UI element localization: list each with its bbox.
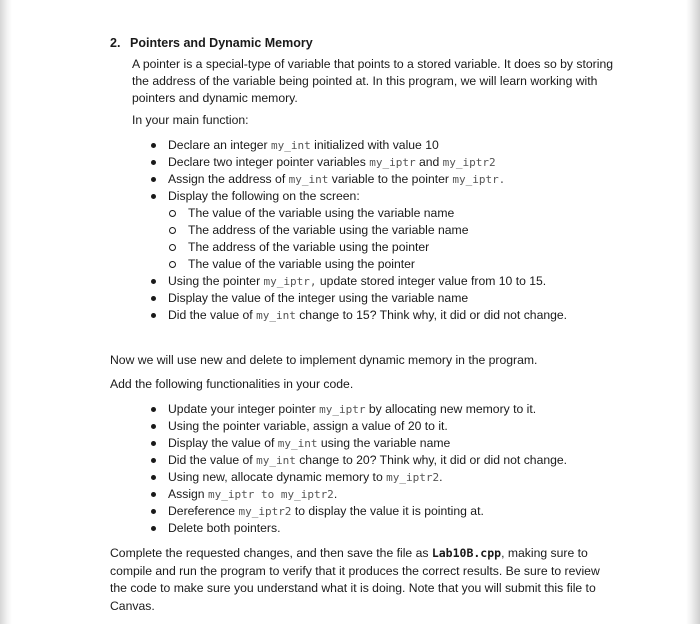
list-item: Update your integer pointer my_iptr by allocating new memory to it. [148, 401, 567, 418]
bullet-icon [151, 509, 156, 514]
section-title: Pointers and Dynamic Memory [130, 36, 313, 50]
intro-line: A pointer is a special-type of variable that points to a stored variable. It does so by storing [132, 57, 613, 71]
bullet-icon [151, 194, 156, 199]
dynamic-memory-intro: Now we will use new and delete to implement dynamic memory in the program. [110, 353, 538, 367]
bullet-icon [151, 475, 156, 480]
bullet-icon [151, 160, 156, 165]
list-item: Display the value of my_int using the variable name [148, 435, 567, 452]
list-item: Declare an integer my_int initialized with value 10 [148, 137, 567, 154]
list-item: Assign my_iptr to my_iptr2. [148, 486, 567, 503]
file-name: Lab10B.cpp [431, 546, 502, 560]
bullet-icon [151, 296, 156, 301]
dynamic-memory-label: Add the following functionalities in your code. [110, 377, 354, 391]
intro-paragraph [132, 56, 632, 107]
bullet-icon [151, 407, 156, 412]
list-item: Did the value of my_int change to 15? Think why, it did or did not change. [148, 307, 567, 324]
main-task-list [148, 137, 567, 324]
sub-list-item: The address of the variable using the pointer [148, 239, 567, 256]
list-item: Delete both pointers. [148, 520, 567, 537]
bullet-icon [151, 492, 156, 497]
intro-line: pointers and dynamic memory. [132, 91, 298, 105]
bullet-icon [151, 424, 156, 429]
hollow-bullet-icon [169, 227, 176, 234]
main-function-label: In your main function: [132, 113, 249, 127]
list-item: Display the value of the integer using the variable name [148, 290, 567, 307]
closing-line: Canvas. [110, 598, 155, 613]
sub-list-item: The address of the variable using the variable name [148, 222, 567, 239]
closing-line: Complete the requested changes, and then save the file as Lab10B.cpp, making sure to [110, 546, 588, 560]
hollow-bullet-icon [169, 210, 176, 217]
hollow-bullet-icon [169, 244, 176, 251]
sub-list-container [148, 205, 567, 273]
list-item: Using new, allocate dynamic memory to my_iptr2. [148, 469, 567, 486]
section-number: 2. [110, 36, 121, 50]
list-item: Display the following on the screen: [148, 188, 567, 205]
list-item: Using the pointer my_iptr, update stored integer value from 10 to 15. [148, 273, 567, 290]
intro-line: the address of the variable being pointed at. In this program, we will learn working with [132, 74, 598, 88]
dynamic-task-list [148, 401, 567, 537]
bullet-icon [151, 279, 156, 284]
display-sub-list [148, 205, 567, 273]
closing-line: compile and run the program to verify that it produces the correct results. Be sure to review [110, 563, 600, 578]
bullet-icon [151, 458, 156, 463]
bullet-icon [151, 177, 156, 182]
section-heading [110, 36, 313, 50]
sub-list-item: The value of the variable using the pointer [148, 256, 567, 273]
bullet-icon [151, 526, 156, 531]
hollow-bullet-icon [169, 261, 176, 268]
bullet-icon [151, 441, 156, 446]
list-item: Using the pointer variable, assign a value of 20 to it. [148, 418, 567, 435]
closing-line: the code to make sure you understand what it is doing. Note that you will submit this file to [110, 581, 596, 595]
list-item: Assign the address of my_int variable to the pointer my_iptr. [148, 171, 567, 188]
sub-list-item: The value of the variable using the variable name [148, 205, 567, 222]
list-item: Did the value of my_int change to 20? Think why, it did or did not change. [148, 452, 567, 469]
closing-paragraph [110, 545, 630, 615]
bullet-icon [151, 143, 156, 148]
list-item: Dereference my_iptr2 to display the value it is pointing at. [148, 503, 567, 520]
bullet-icon [151, 313, 156, 318]
list-item: Declare two integer pointer variables my_iptr and my_iptr2 [148, 154, 567, 171]
